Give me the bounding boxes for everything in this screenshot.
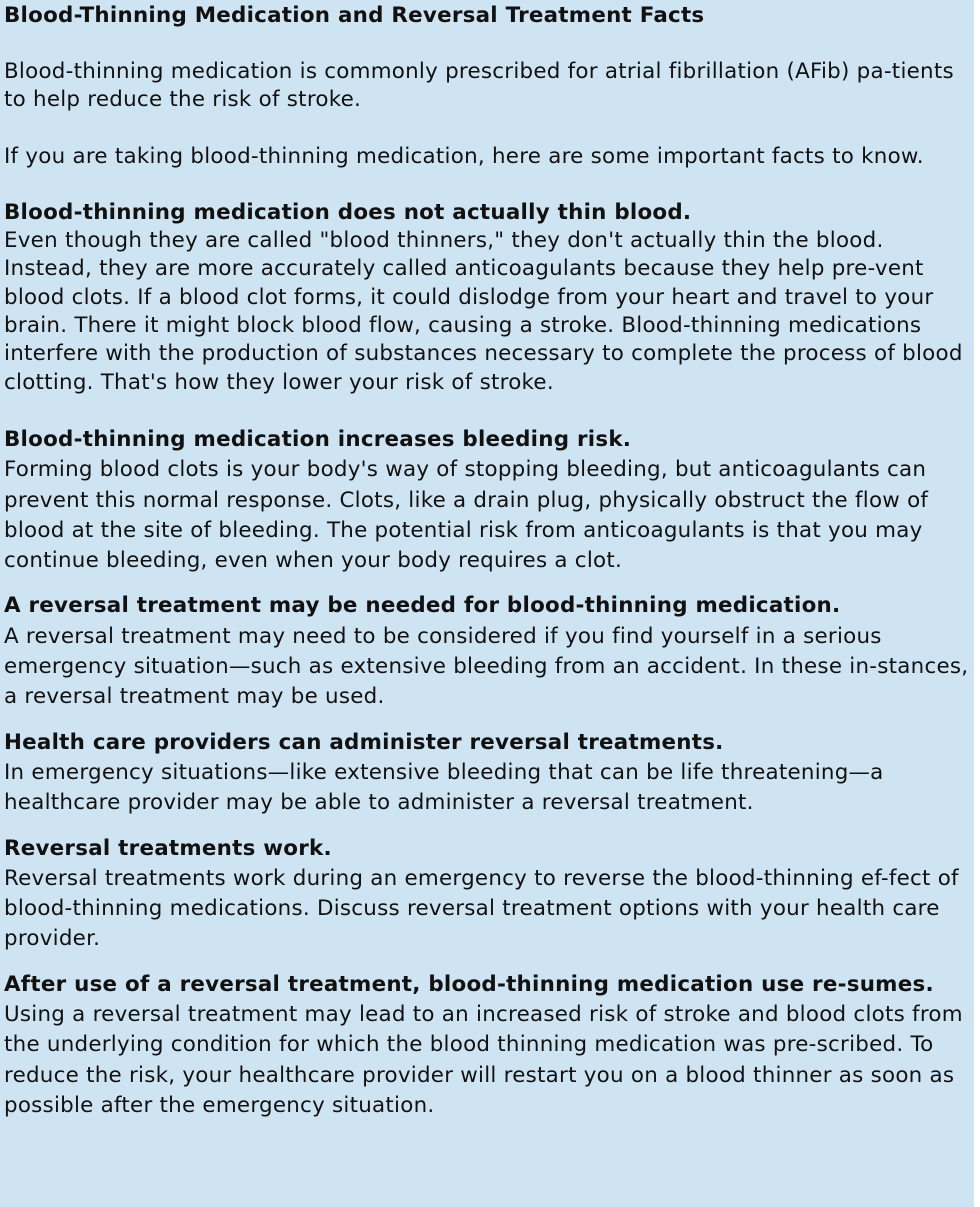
section-heading: After use of a reversal treatment, blood-thinning medication use re-sumes. bbox=[4, 971, 934, 997]
fact-section-medication-resumes bbox=[4, 970, 970, 1121]
page-title: Blood-Thinning Medication and Reversal Treatment Facts bbox=[4, 3, 705, 28]
fact-section-providers-administer bbox=[4, 728, 970, 819]
section-heading: Health care providers can administer reversal treatments. bbox=[4, 729, 724, 755]
section-body: Forming blood clots is your body's way of stopping bleeding, but anticoagulants can prevent this normal response. Clots, like a drain plug, physically obstruct the flow of blood at the site of bleeding. The potential risk from anticoagulants is that you may continue bleeding, even when your body requires a clot. bbox=[4, 457, 929, 574]
section-heading: Blood-thinning medication increases bleeding risk. bbox=[4, 426, 632, 452]
section-body: In emergency situations—like extensive bleeding that can be life threatening—a healthcare provider may be able to administer a reversal treatment. bbox=[4, 759, 884, 816]
fact-section-reversal-needed bbox=[4, 591, 970, 712]
intro-paragraph: If you are taking blood-thinning medication, here are some important facts to know. bbox=[4, 143, 924, 169]
section-body: A reversal treatment may need to be considered if you find yourself in a serious emergency situation—such as extensive bleeding from an accident. In these in-stances, a reversal treatment may be used. bbox=[4, 623, 969, 710]
section-body: Even though they are called "blood thinners," they don't actually thin the blood. Instead, they are more accurately called anticoagulants because they help pre-vent blood clots. If a blood clot forms, it could dislodge from your heart and travel to your brain. There it might block blood flow, causing a stroke. Blood-thinning medications interfere with the production of substances necessary to complete the process of blood clotting. That's how they lower your risk of stroke. bbox=[4, 228, 963, 395]
fact-section-reversal-works bbox=[4, 834, 970, 955]
section-heading: Reversal treatments work. bbox=[4, 835, 332, 861]
section-body: Using a reversal treatment may lead to an increased risk of stroke and blood clots from the underlying condition for which the blood thinning medication was pre-scribed. To reduce the risk, your healthcare provider will restart you on a blood thinner as soon as possible after the emergency situation. bbox=[4, 1002, 963, 1118]
intro-paragraph: Blood-thinning medication is commonly prescribed for atrial fibrillation (AFib) pa-tients to help reduce the risk of stroke. bbox=[4, 59, 954, 113]
fact-section-not-thin-blood bbox=[4, 199, 970, 397]
section-body: Reversal treatments work during an emergency to reverse the blood-thinning ef-fect of blood-thinning medications. Discuss reversal treatment options with your health care provider. bbox=[4, 865, 959, 952]
section-heading: A reversal treatment may be needed for blood-thinning medication. bbox=[4, 593, 841, 619]
section-heading: Blood-thinning medication does not actually thin blood. bbox=[4, 199, 692, 225]
fact-section-bleeding-risk bbox=[4, 425, 970, 576]
